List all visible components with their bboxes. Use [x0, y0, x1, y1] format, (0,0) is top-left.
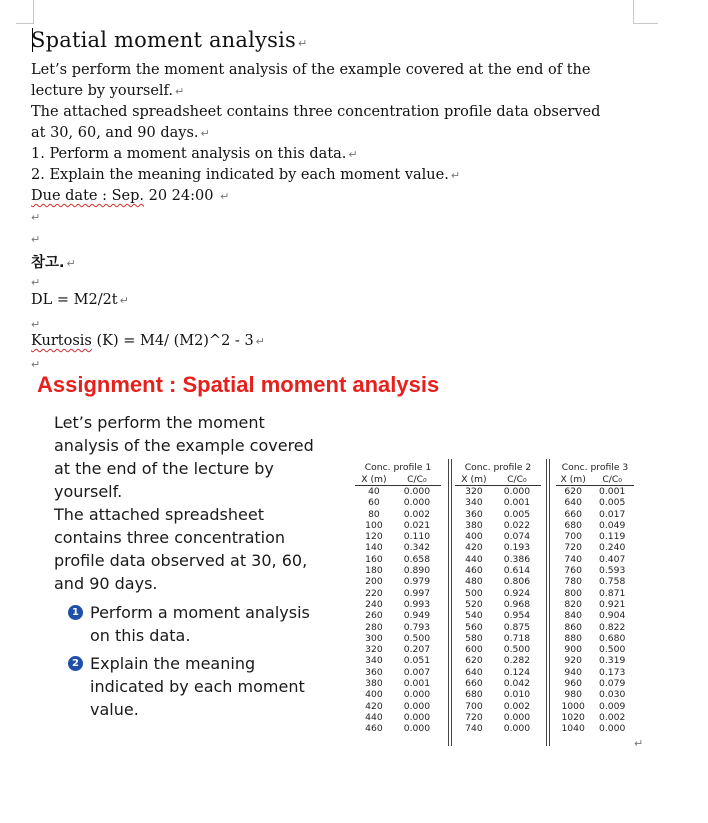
- cell-concentration: 0.875: [503, 621, 531, 633]
- profile-table-3: [556, 461, 634, 735]
- slide-task-list: [68, 601, 318, 726]
- cell-x: 660: [564, 508, 582, 520]
- cell-x: 720: [564, 542, 582, 554]
- table-row: [556, 599, 634, 610]
- cell-concentration: 0.680: [599, 632, 626, 644]
- cell-concentration: 0.022: [503, 519, 531, 531]
- table-row: [556, 531, 634, 542]
- cell-concentration: 0.030: [599, 689, 626, 701]
- table-row: [455, 622, 541, 633]
- cell-concentration: 0.001: [599, 486, 626, 497]
- cell-concentration: 0.997: [403, 587, 431, 599]
- cell-concentration: 0.051: [403, 655, 431, 667]
- table-row: [355, 509, 441, 520]
- cell-x: 400: [465, 531, 483, 543]
- cell-concentration: 0.193: [503, 542, 531, 554]
- table-row: [355, 644, 441, 655]
- cell-concentration: 0.017: [599, 508, 626, 520]
- table-row: [455, 689, 541, 700]
- table-row: [455, 542, 541, 553]
- cell-x: 400: [365, 689, 383, 701]
- cell-x: 880: [564, 632, 582, 644]
- table-row: [556, 497, 634, 508]
- table-row: [455, 599, 541, 610]
- table-row: [355, 723, 441, 734]
- cell-concentration: 0.758: [599, 576, 626, 588]
- cell-x: 40: [368, 486, 380, 497]
- cell-x: 420: [365, 700, 383, 712]
- cell-x: 860: [564, 621, 582, 633]
- cell-x: 560: [465, 621, 483, 633]
- table-row: [355, 712, 441, 723]
- slide-paragraph: The attached spreadsheet contains three concentration profile data observed at 30, 60, and 90 days.: [54, 505, 308, 593]
- cell-concentration: 0.001: [503, 497, 531, 509]
- table-row: [355, 531, 441, 542]
- doc-line[interactable]: 2. Explain the meaning indicated by each moment value. ↵: [31, 167, 461, 183]
- table-row: [556, 655, 634, 666]
- cell-concentration: 0.921: [599, 598, 626, 610]
- formula-kurtosis[interactable]: Kurtosis (K) = M4/ (M2)^2 - 3 ↵: [31, 333, 265, 349]
- table-row: [355, 486, 441, 498]
- table-row: [455, 531, 541, 542]
- cell-x: 200: [365, 576, 383, 588]
- page-corner-marker-left: [16, 0, 34, 24]
- cell-x: 60: [368, 497, 380, 509]
- cell-concentration: 0.110: [403, 531, 431, 543]
- page-corner-marker-right: [633, 0, 658, 24]
- table-row: [455, 701, 541, 712]
- cell-x: 260: [365, 610, 383, 622]
- cell-x: 760: [564, 565, 582, 577]
- cell-x: 620: [465, 655, 483, 667]
- cell-x: 160: [365, 553, 383, 565]
- cell-x: 780: [564, 576, 582, 588]
- table-row: [556, 701, 634, 712]
- table-row: [355, 554, 441, 565]
- cell-concentration: 0.658: [403, 553, 431, 565]
- cell-x: 900: [564, 644, 582, 656]
- table-row: [455, 565, 541, 576]
- cell-x: 340: [365, 655, 383, 667]
- doc-line[interactable]: The attached spreadsheet contains three concentration profile data observed: [31, 104, 601, 120]
- cell-concentration: 0.240: [599, 542, 626, 554]
- table-row: [556, 542, 634, 553]
- cell-x: 1040: [561, 723, 585, 735]
- table-row: [355, 520, 441, 531]
- slide-paragraph: Let’s perform the moment analysis of the example covered at the end of the lecture by yourself.: [54, 413, 314, 501]
- table-row: [355, 667, 441, 678]
- cell-concentration: 0.007: [403, 666, 431, 678]
- profile-table-2: [455, 461, 541, 735]
- cell-x: 300: [365, 632, 383, 644]
- cell-concentration: 0.806: [503, 576, 531, 588]
- table-row: [455, 633, 541, 644]
- cell-concentration: 0.000: [403, 497, 431, 509]
- profile-title: Conc. profile 2: [464, 462, 532, 473]
- table-row: [355, 633, 441, 644]
- empty-paragraph: ↵: [31, 211, 41, 224]
- cell-x: 280: [365, 621, 383, 633]
- cell-concentration: 0.890: [403, 565, 431, 577]
- table-row: [455, 554, 541, 565]
- cell-x: 100: [365, 519, 383, 531]
- doc-line[interactable]: Let’s perform the moment analysis of the example covered at the end of the: [31, 62, 591, 78]
- cell-x: 500: [465, 587, 483, 599]
- table-row: [556, 712, 634, 723]
- cell-concentration: 0.021: [403, 519, 431, 531]
- column-header-x: X (m): [355, 474, 393, 486]
- cell-x: 320: [465, 486, 483, 497]
- column-header-c: C/C₀: [590, 474, 634, 486]
- column-header-x: X (m): [455, 474, 493, 486]
- cell-x: 380: [365, 678, 383, 690]
- cell-x: 440: [365, 711, 383, 723]
- cell-x: 720: [465, 711, 483, 723]
- cell-x: 440: [465, 553, 483, 565]
- cell-concentration: 0.000: [503, 723, 531, 735]
- cell-concentration: 0.500: [503, 644, 531, 656]
- cell-x: 140: [365, 542, 383, 554]
- cell-concentration: 0.954: [503, 610, 531, 622]
- cell-x: 360: [465, 508, 483, 520]
- cell-concentration: 0.001: [403, 678, 431, 690]
- table-row: [455, 712, 541, 723]
- cell-x: 940: [564, 666, 582, 678]
- paragraph-mark-icon: ↵: [634, 737, 644, 750]
- table-row: [355, 610, 441, 621]
- cell-concentration: 0.173: [599, 666, 626, 678]
- number-badge-icon: 2: [68, 656, 83, 671]
- empty-paragraph: ↵: [31, 358, 41, 371]
- cell-x: 220: [365, 587, 383, 599]
- table-separator: [546, 459, 550, 746]
- cell-x: 240: [365, 598, 383, 610]
- table-row: [455, 678, 541, 689]
- table-row: [455, 655, 541, 666]
- cell-x: 420: [465, 542, 483, 554]
- cell-concentration: 0.949: [403, 610, 431, 622]
- cell-concentration: 0.000: [403, 689, 431, 701]
- table-row: [455, 644, 541, 655]
- table-row: [455, 497, 541, 508]
- cell-concentration: 0.342: [403, 542, 431, 554]
- table-row: [556, 689, 634, 700]
- cell-x: 700: [564, 531, 582, 543]
- cell-concentration: 0.074: [503, 531, 531, 543]
- cell-concentration: 0.924: [503, 587, 531, 599]
- table-row: [556, 622, 634, 633]
- empty-paragraph: ↵: [31, 318, 41, 331]
- cell-x: 180: [365, 565, 383, 577]
- cell-concentration: 0.005: [503, 508, 531, 520]
- cell-concentration: 0.968: [503, 598, 531, 610]
- table-row: [556, 588, 634, 599]
- cell-concentration: 0.009: [599, 700, 626, 712]
- cell-x: 980: [564, 689, 582, 701]
- table-row: [556, 554, 634, 565]
- table-row: [355, 655, 441, 666]
- cell-x: 320: [365, 644, 383, 656]
- cell-concentration: 0.000: [503, 711, 531, 723]
- task-item: 2 Explain the meaning indicated by each moment value.: [68, 652, 318, 721]
- cell-x: 580: [465, 632, 483, 644]
- cell-x: 480: [465, 576, 483, 588]
- cell-concentration: 0.993: [403, 598, 431, 610]
- empty-paragraph: ↵: [31, 233, 41, 246]
- cell-concentration: 0.000: [403, 700, 431, 712]
- due-date-line[interactable]: Due date : Sep. 20 24:00 ↵: [31, 188, 230, 204]
- table-row: [355, 599, 441, 610]
- cell-x: 640: [564, 497, 582, 509]
- paragraph-mark-icon: ↵: [297, 37, 308, 50]
- cell-concentration: 0.593: [599, 565, 626, 577]
- doc-line[interactable]: at 30, 60, and 90 days. ↵: [31, 125, 210, 141]
- cell-concentration: 0.904: [599, 610, 626, 622]
- table-row: [556, 565, 634, 576]
- table-row: [556, 610, 634, 621]
- table-row: [455, 723, 541, 734]
- cell-x: 620: [564, 486, 582, 497]
- table-row: [355, 542, 441, 553]
- doc-line[interactable]: 1. Perform a moment analysis on this data. ↵: [31, 146, 358, 162]
- cell-x: 520: [465, 598, 483, 610]
- cell-x: 960: [564, 678, 582, 690]
- cell-x: 680: [465, 689, 483, 701]
- table-row: [455, 610, 541, 621]
- cell-x: 540: [465, 610, 483, 622]
- number-badge-icon: 1: [68, 605, 83, 620]
- cell-concentration: 0.005: [599, 497, 626, 509]
- cell-concentration: 0.386: [503, 553, 531, 565]
- cell-concentration: 0.049: [599, 519, 626, 531]
- cell-x: 920: [564, 655, 582, 667]
- cell-x: 840: [564, 610, 582, 622]
- cell-concentration: 0.979: [403, 576, 431, 588]
- cell-x: 660: [465, 678, 483, 690]
- column-header-x: X (m): [556, 474, 590, 486]
- cell-x: 460: [465, 565, 483, 577]
- cell-concentration: 0.407: [599, 553, 626, 565]
- cell-x: 640: [465, 666, 483, 678]
- table-row: [355, 565, 441, 576]
- table-separator: [448, 459, 452, 746]
- profile-table-1: [355, 461, 441, 735]
- table-row: [556, 576, 634, 587]
- cell-concentration: 0.207: [403, 644, 431, 656]
- reference-label[interactable]: 참고. ↵: [31, 255, 76, 271]
- doc-line[interactable]: lecture by yourself. ↵: [31, 83, 185, 99]
- cell-concentration: 0.282: [503, 655, 531, 667]
- cell-concentration: 0.614: [503, 565, 531, 577]
- cell-x: 360: [365, 666, 383, 678]
- cell-x: 680: [564, 519, 582, 531]
- table-row: [556, 678, 634, 689]
- cell-x: 600: [465, 644, 483, 656]
- cell-concentration: 0.002: [403, 508, 431, 520]
- task-item: 1 Perform a moment analysis on this data.: [68, 601, 318, 647]
- cell-concentration: 0.119: [599, 531, 626, 543]
- table-row: [455, 576, 541, 587]
- cell-concentration: 0.871: [599, 587, 626, 599]
- table-row: [355, 622, 441, 633]
- table-row: [455, 667, 541, 678]
- cell-concentration: 0.124: [503, 666, 531, 678]
- table-row: [556, 667, 634, 678]
- cell-concentration: 0.500: [403, 632, 431, 644]
- table-row: [355, 678, 441, 689]
- cell-concentration: 0.319: [599, 655, 626, 667]
- table-row: [455, 520, 541, 531]
- cell-x: 460: [365, 723, 383, 735]
- cell-concentration: 0.010: [503, 689, 531, 701]
- empty-paragraph: ↵: [31, 276, 41, 289]
- table-row: [556, 509, 634, 520]
- cell-concentration: 0.002: [503, 700, 531, 712]
- table-row: [455, 486, 541, 498]
- table-row: [556, 633, 634, 644]
- cell-concentration: 0.500: [599, 644, 626, 656]
- cell-concentration: 0.718: [503, 632, 531, 644]
- table-row: [455, 509, 541, 520]
- table-row: [556, 486, 634, 498]
- table-row: [355, 588, 441, 599]
- cell-x: 820: [564, 598, 582, 610]
- cell-concentration: 0.793: [403, 621, 431, 633]
- cell-concentration: 0.000: [403, 723, 431, 735]
- column-header-c: C/C₀: [393, 474, 441, 486]
- cell-concentration: 0.000: [599, 723, 626, 735]
- column-header-c: C/C₀: [493, 474, 541, 486]
- cell-x: 380: [465, 519, 483, 531]
- cell-concentration: 0.822: [599, 621, 626, 633]
- profile-title: Conc. profile 1: [364, 462, 432, 473]
- cell-concentration: 0.000: [503, 486, 531, 497]
- profile-title: Conc. profile 3: [561, 462, 629, 473]
- cell-x: 120: [365, 531, 383, 543]
- slide-body: [54, 411, 314, 595]
- table-row: [455, 588, 541, 599]
- document-title[interactable]: Spatial moment analysis ↵: [31, 28, 308, 52]
- cell-concentration: 0.000: [403, 711, 431, 723]
- cell-x: 340: [465, 497, 483, 509]
- table-row: [355, 689, 441, 700]
- table-row: [355, 497, 441, 508]
- table-row: [355, 576, 441, 587]
- cell-concentration: 0.000: [403, 486, 431, 497]
- cell-x: 1020: [561, 711, 585, 723]
- formula-dl[interactable]: DL = M2/2t ↵: [31, 292, 129, 308]
- cell-concentration: 0.002: [599, 711, 626, 723]
- cell-x: 700: [465, 700, 483, 712]
- cell-x: 740: [564, 553, 582, 565]
- table-row: [355, 701, 441, 712]
- table-row: [556, 723, 634, 734]
- cell-x: 740: [465, 723, 483, 735]
- slide-title: Assignment : Spatial moment analysis: [37, 372, 440, 397]
- cell-x: 80: [368, 508, 380, 520]
- cell-concentration: 0.079: [599, 678, 626, 690]
- cell-concentration: 0.042: [503, 678, 531, 690]
- cell-x: 1000: [561, 700, 585, 712]
- cell-x: 800: [564, 587, 582, 599]
- table-row: [556, 520, 634, 531]
- table-row: [556, 644, 634, 655]
